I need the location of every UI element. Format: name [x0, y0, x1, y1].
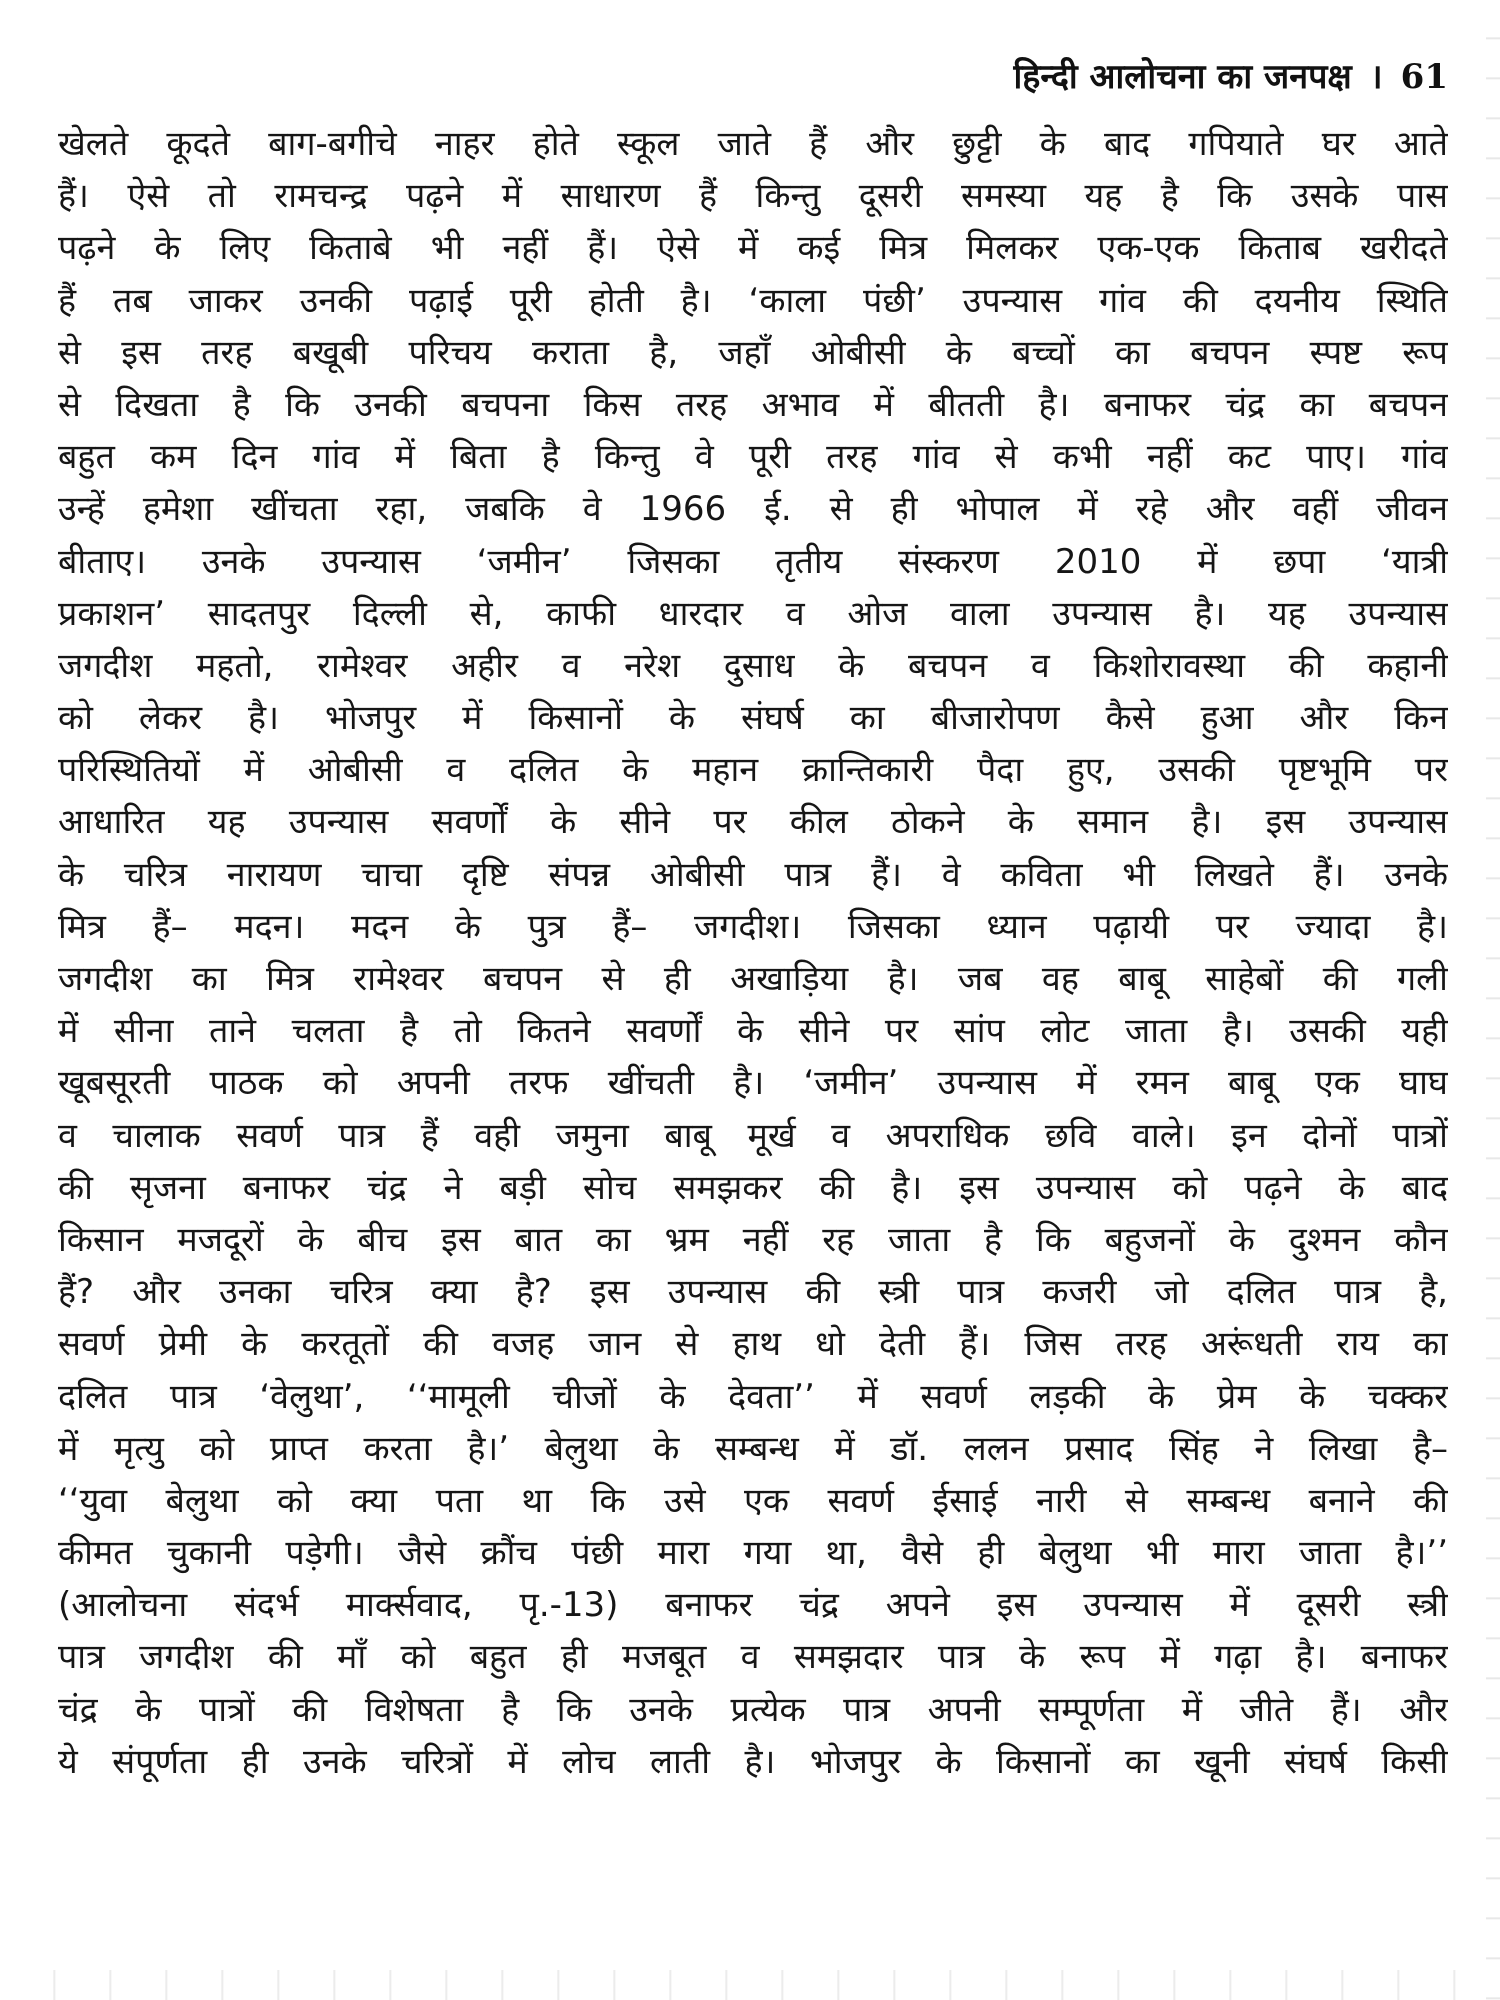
- scan-bottom-noise: [0, 1970, 1500, 2000]
- text-line: से इस तरह बखूबी परिचय कराता है, जहाँ ओबीसी के बच्चों का बचपन स्पष्ट रूप: [58, 332, 1448, 373]
- body-paragraph: [58, 118, 1448, 1788]
- text-line: परिस्थितियों में ओबीसी व दलित के महान क्रान्तिकारी पैदा हुए, उसकी पृष्टभूमि पर: [58, 750, 1448, 791]
- text-line: में मृत्यु को प्राप्त करता है।’ बेलुथा के सम्बन्ध में डॉ. ललन प्रसाद सिंह ने लिखा है–: [58, 1428, 1448, 1469]
- text-line: किसान मजदूरों के बीच इस बात का भ्रम नहीं रह जाता है कि बहुजनों के दुश्मन कौन: [58, 1219, 1448, 1260]
- text-line: हैं? और उनका चरित्र क्या है? इस उपन्यास की स्त्री पात्र कजरी जो दलित पात्र है,: [58, 1272, 1448, 1313]
- book-title: हिन्दी आलोचना का जनपक्ष: [1013, 57, 1352, 97]
- text-line: (आलोचना संदर्भ मार्क्सवाद, पृ.-13) बनाफर चंद्र अपने इस उपन्यास में दूसरी स्त्री: [58, 1585, 1448, 1626]
- running-header: [1013, 52, 1448, 98]
- text-line: पढ़ने के लिए किताबे भी नहीं हैं। ऐसे में कई मित्र मिलकर एक-एक किताब खरीदते: [58, 228, 1448, 269]
- text-line: सवर्ण प्रेमी के करतूतों की वजह जान से हाथ धो देती हैं। जिस तरह अरूंधती राय का: [58, 1324, 1448, 1365]
- text-line: ‘‘युवा बेलुथा को क्या पता था कि उसे एक सवर्ण ईसाई नारी से सम्बन्ध बनाने की: [58, 1480, 1448, 1521]
- text-line: में सीना ताने चलता है तो कितने सवर्णों के सीने पर सांप लोट जाता है। उसकी यही: [58, 1011, 1448, 1052]
- text-line: को लेकर है। भोजपुर में किसानों के संघर्ष का बीजारोपण कैसे हुआ और किन: [58, 698, 1448, 739]
- text-line: जगदीश महतो, रामेश्वर अहीर व नरेश दुसाध के बचपन व किशोरावस्था की कहानी: [58, 645, 1448, 686]
- text-line: ये संपूर्णता ही उनके चरित्रों में लोच लाती है। भोजपुर के किसानों का खूनी संघर्ष किसी: [58, 1741, 1448, 1782]
- text-line: पात्र जगदीश की माँ को बहुत ही मजबूत व समझदार पात्र के रूप में गढ़ा है। बनाफर: [58, 1637, 1448, 1678]
- text-line: से दिखता है कि उनकी बचपना किस तरह अभाव में बीतती है। बनाफर चंद्र का बचपन: [58, 384, 1448, 425]
- text-line: हैं। ऐसे तो रामचन्द्र पढ़ने में साधारण हैं किन्तु दूसरी समस्या यह है कि उसके पास: [58, 176, 1448, 217]
- page-number: 61: [1400, 57, 1448, 97]
- text-line: प्रकाशन’ सादतपुर दिल्ली से, काफी धारदार व ओज वाला उपन्यास है। यह उपन्यास: [58, 593, 1448, 634]
- text-line: मित्र हैं– मदन। मदन के पुत्र हैं– जगदीश। जिसका ध्यान पढ़ायी पर ज्यादा है।: [58, 906, 1448, 947]
- text-line: व चालाक सवर्ण पात्र हैं वही जमुना बाबू मूर्ख व अपराधिक छवि वाले। इन दोनों पात्रों: [58, 1115, 1448, 1156]
- text-line: बहुत कम दिन गांव में बिता है किन्तु वे पूरी तरह गांव से कभी नहीं कट पाए। गांव: [58, 437, 1448, 478]
- text-line: दलित पात्र ‘वेलुथा’, ‘‘मामूली चीजों के देवता’’ में सवर्ण लड़की के प्रेम के चक्कर: [58, 1376, 1448, 1417]
- text-line: खूबसूरती पाठक को अपनी तरफ खींचती है। ‘जमीन’ उपन्यास में रमन बाबू एक घाघ: [58, 1063, 1448, 1104]
- text-line: हैं तब जाकर उनकी पढ़ाई पूरी होती है। ‘काला पंछी’ उपन्यास गांव की दयनीय स्थिति: [58, 280, 1448, 321]
- text-line: के चरित्र नारायण चाचा दृष्टि संपन्न ओबीसी पात्र हैं। वे कविता भी लिखते हैं। उनके: [58, 854, 1448, 895]
- text-line: कीमत चुकानी पड़ेगी। जैसे क्रौंच पंछी मारा गया था, वैसे ही बेलुथा भी मारा जाता है।’’: [58, 1533, 1448, 1574]
- text-line: खेलते कूदते बाग-बगीचे नाहर होते स्कूल जाते हैं और छुट्टी के बाद गपियाते घर आते: [58, 124, 1448, 164]
- text-line: बीताए। उनके उपन्यास ‘जमीन’ जिसका तृतीय संस्करण 2010 में छपा ‘यात्री: [58, 541, 1448, 582]
- text-line: की सृजना बनाफर चंद्र ने बड़ी सोच समझकर की है। इस उपन्यास को पढ़ने के बाद: [58, 1167, 1448, 1208]
- text-line: जगदीश का मित्र रामेश्वर बचपन से ही अखाड़िया है। जब वह बाबू साहेबों की गली: [58, 959, 1448, 999]
- text-line: उन्हें हमेशा खींचता रहा, जबकि वे 1966 ई. से ही भोपाल में रहे और वहीं जीवन: [58, 489, 1448, 530]
- text-line: आधारित यह उपन्यास सवर्णों के सीने पर कील ठोकने के समान है। इस उपन्यास: [58, 802, 1448, 843]
- header-separator: ।: [1369, 57, 1383, 97]
- scan-edge-noise: [1486, 0, 1500, 2000]
- text-line: चंद्र के पात्रों की विशेषता है कि उनके प्रत्येक पात्र अपनी सम्पूर्णता में जीते हैं। और: [58, 1689, 1448, 1730]
